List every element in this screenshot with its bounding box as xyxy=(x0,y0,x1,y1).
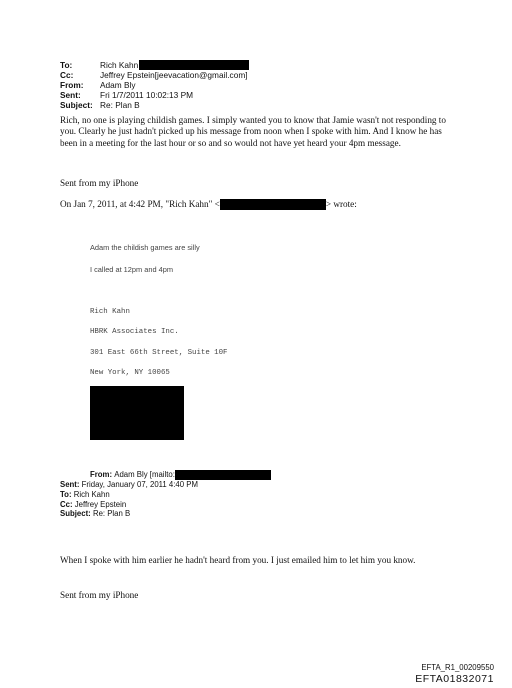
fwd-to-label: To: xyxy=(60,489,72,499)
reply-paragraph: Rich, no one is playing childish games. I simply wanted you to know that Jamie wasn't not responding to you. Clearly he just hadn't picked up his message from noon when I spoke with him. And I know he has been in a meeting for the last hour or so and so would not have yet heard your 4pm message. xyxy=(60,115,446,148)
fwd-cc-row xyxy=(60,500,271,510)
from-value: Adam Bly xyxy=(100,80,136,90)
fwd-from-label: From: xyxy=(90,470,113,480)
fwd-to-value: Rich Kahn xyxy=(73,489,110,499)
quote-intro-line xyxy=(60,199,357,210)
fwd-subject-label: Subject: xyxy=(60,509,91,519)
header-subject-row xyxy=(60,100,249,110)
signature-name: Rich Kahn xyxy=(90,308,130,316)
bates-number-large: EFTA01832071 xyxy=(415,673,494,685)
signature-city: New York, NY 10065 xyxy=(90,369,170,377)
sent-from-iphone: Sent from my iPhone xyxy=(60,178,139,188)
signature-company: HBRK Associates Inc. xyxy=(90,328,179,336)
fwd-subject-row xyxy=(60,509,271,519)
fwd-cc-label: Cc: xyxy=(60,499,73,509)
email-header xyxy=(60,60,249,110)
header-sent-row xyxy=(60,90,249,100)
sent-value: Fri 1/7/2011 10:02:13 PM xyxy=(100,90,194,100)
fwd-subject-value: Re: Plan B xyxy=(92,509,131,519)
subject-label: Subject: xyxy=(60,100,93,110)
header-to-row xyxy=(60,60,249,70)
quoted-line-2: I called at 12pm and 4pm xyxy=(90,265,173,274)
earlier-paragraph: When I spoke with him earlier he hadn't heard from you. I just emailed him to let him you know. xyxy=(60,555,416,565)
signature-address: 301 East 66th Street, Suite 10F xyxy=(90,349,228,357)
header-from-row xyxy=(60,80,249,90)
redaction-block xyxy=(90,386,184,440)
cc-label: Cc: xyxy=(60,70,74,80)
bates-number-small: EFTA_R1_00209550 xyxy=(421,663,494,672)
to-label: To: xyxy=(60,60,73,70)
to-value: Rich Kahn xyxy=(100,60,139,70)
header-cc-row xyxy=(60,70,249,80)
redaction-bar xyxy=(139,60,249,70)
fwd-sent-label: Sent: xyxy=(60,480,80,489)
fwd-to-row xyxy=(60,490,271,500)
quote-intro-suffix: > wrote: xyxy=(325,199,357,209)
quoted-line-1: Adam the childish games are silly xyxy=(90,243,200,252)
redaction-bar xyxy=(220,199,326,210)
subject-value: Re: Plan B xyxy=(100,100,140,110)
fwd-sent-row xyxy=(60,480,271,490)
fwd-from-value: Adam Bly [mailto: xyxy=(114,470,175,480)
cc-value: Jeffrey Epstein[jeevacation@gmail.com] xyxy=(100,70,248,80)
from-label: From: xyxy=(60,80,84,90)
fwd-cc-value: Jeffrey Epstein xyxy=(74,499,127,509)
forwarded-header xyxy=(60,470,271,519)
quote-intro-prefix: On Jan 7, 2011, at 4:42 PM, "Rich Kahn" < xyxy=(60,199,220,209)
redaction-bar xyxy=(175,470,271,480)
fwd-from-row xyxy=(60,470,271,480)
sent-from-iphone-2: Sent from my iPhone xyxy=(60,590,139,600)
fwd-sent-value: Friday, January 07, 2011 4:40 PM xyxy=(81,480,198,489)
sent-label: Sent: xyxy=(60,90,81,100)
